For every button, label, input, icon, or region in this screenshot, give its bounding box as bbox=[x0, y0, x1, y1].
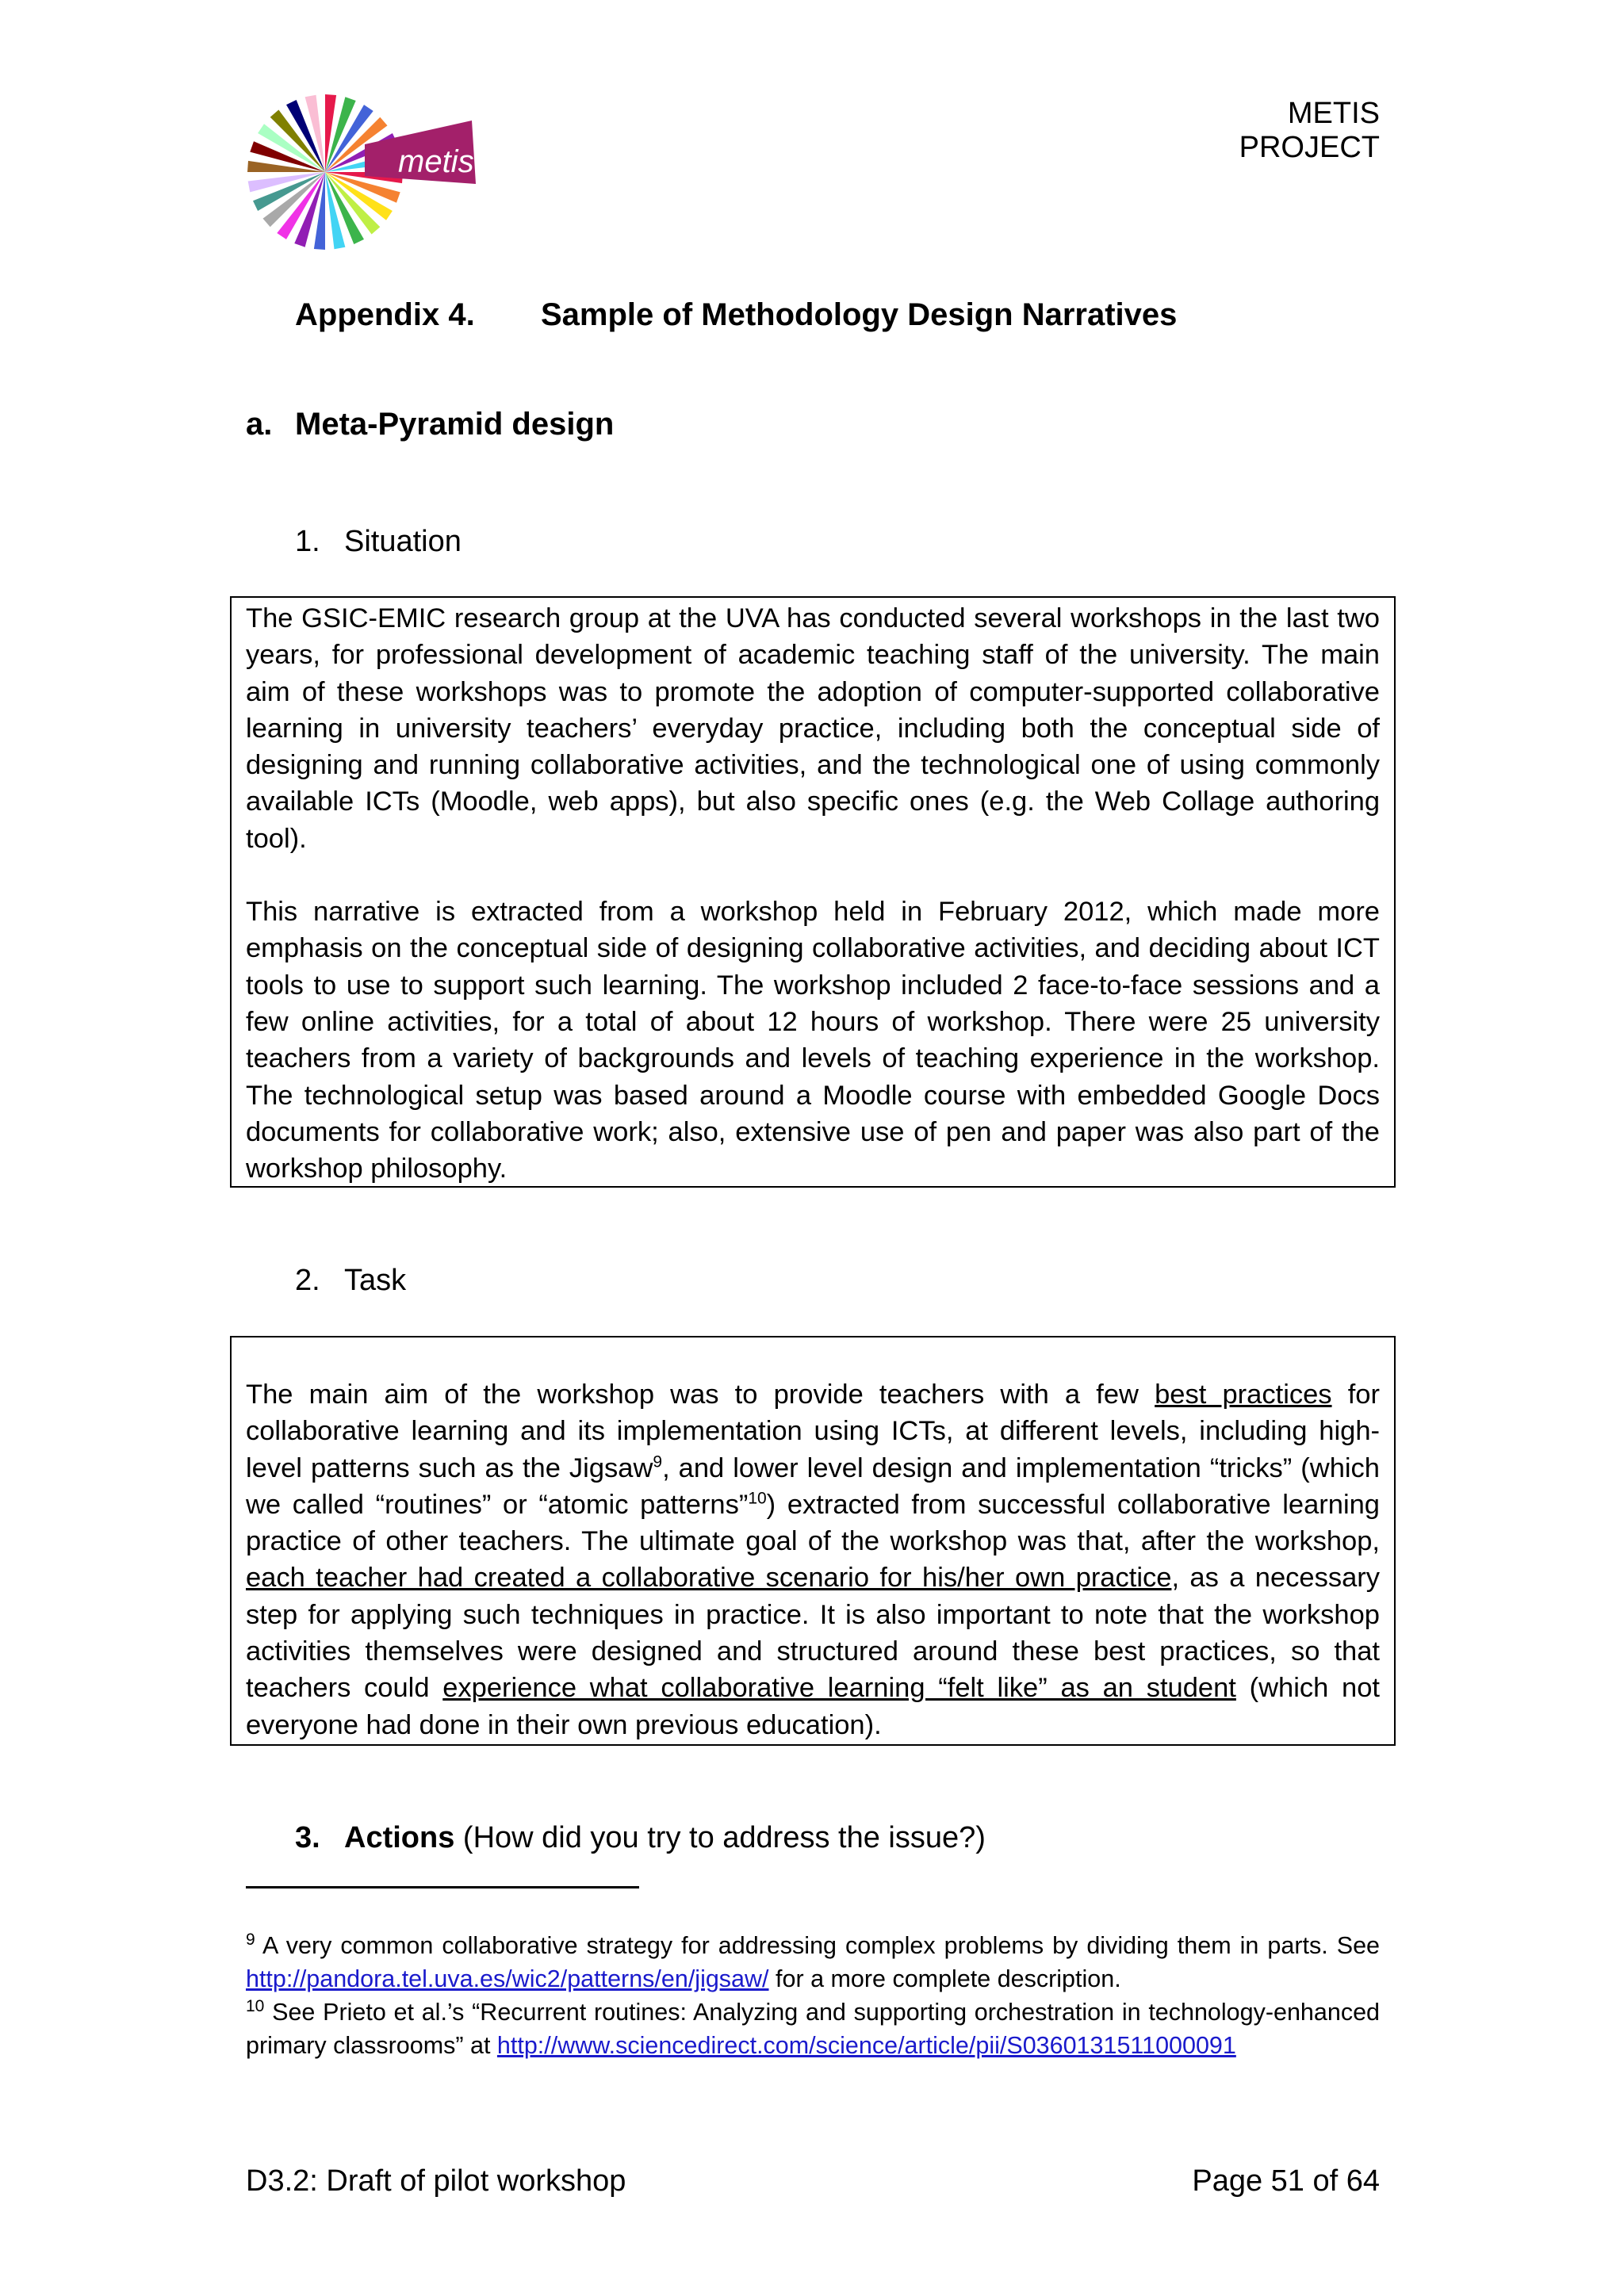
task-underlined-best-practices: best practices bbox=[1155, 1380, 1332, 1410]
subsection-title-bold: Actions bbox=[344, 1821, 455, 1854]
subsection-number: 2. bbox=[295, 1264, 320, 1297]
situation-paragraph-2: This narrative is extracted from a workshop held in February 2012, which made more emphasis on the conceptual side of designing collaborative activities, and deciding about ICT tools to use to support such learning. The workshop included 2 face-to-face sessions and a few online activities, for a total of about 12 hours of workshop. There were 25 university teachers from a variety of backgrounds and levels of teaching experience in the workshop. The technological setup was based around a Moodle course with embedded Google Docs documents for collaborative work; also, extensive use of pen and paper was also part of the workshop philosophy. bbox=[246, 897, 1380, 1184]
footnote-10 bbox=[246, 1996, 1380, 2062]
task-text: (which not everyone had done in their own previous education). bbox=[246, 1673, 1380, 1740]
color-wheel-segment bbox=[247, 161, 325, 172]
footnote-mark: 9 bbox=[246, 1930, 255, 1949]
subsection-number: 1. bbox=[295, 525, 320, 558]
task-box bbox=[230, 1336, 1396, 1746]
footnote-mark: 10 bbox=[246, 1996, 265, 2015]
task-text: , as a necessary step for applying such techniques in practice. It is also important to note that the workshop activities themselves were designed and structured around these best practices, so that teachers could bbox=[246, 1563, 1381, 1704]
section-letter: a. bbox=[246, 407, 273, 442]
task-underlined-experience: experience what collaborative learning “felt like” as an student bbox=[442, 1673, 1236, 1704]
task-text: ) extracted from successful collaborative learning practice of other teachers. The ultimate goal of the workshop was that, after the workshop, bbox=[246, 1489, 1380, 1557]
footnote-text: A very common collaborative strategy for addressing complex problems by dividing them in parts. See bbox=[255, 1932, 1380, 1959]
section-title: Meta-Pyramid design bbox=[295, 407, 615, 442]
sciencedirect-link[interactable]: http://www.sciencedirect.com/science/article/pii/S0360131511000091 bbox=[496, 2032, 1236, 2059]
footnote-ref-9[interactable]: 9 bbox=[653, 1452, 663, 1471]
subsection-title-rest: (How did you try to address the issue?) bbox=[454, 1821, 986, 1854]
task-text: , and lower level design and implementation “tricks” (which we called “routines” or “atomic patterns” bbox=[246, 1452, 1380, 1520]
project-header: METIS PROJECT bbox=[1239, 97, 1380, 164]
footnote-9 bbox=[246, 1929, 1380, 1996]
section-heading bbox=[246, 407, 614, 442]
subsection-number: 3. bbox=[295, 1821, 320, 1854]
footer-document-title: D3.2: Draft of pilot workshop bbox=[246, 2164, 626, 2198]
task-underlined-scenario: each teacher had created a collaborative scenario for his/her own practice bbox=[246, 1563, 1172, 1594]
subsection-title: Task bbox=[344, 1264, 407, 1297]
appendix-heading bbox=[295, 297, 1177, 333]
footnote-separator bbox=[246, 1886, 639, 1888]
situation-paragraph-1: The GSIC-EMIC research group at the UVA has conducted several workshops in the last two years, for professional development of academic teaching staff of the university. The main aim of these workshops was to promote the adoption of computer-supported collaborative learning in university teachers’ everyday practice, including both the conceptual side of designing and running collaborative activities, and the technological one of using commonly available ICTs (Moodle, web apps), but also specific ones (e.g. the Web Collage authoring tool). bbox=[246, 603, 1380, 854]
color-wheel-segment bbox=[325, 94, 336, 172]
situation-box bbox=[230, 596, 1396, 1188]
footer-page-number: Page 51 of 64 bbox=[1192, 2164, 1380, 2198]
task-text: The main aim of the workshop was to provide teachers with a few bbox=[246, 1380, 1155, 1410]
footnote-text: See Prieto et al.’s “Recurrent routines: Analyzing and supporting orchestration in technology-enhanced primary classrooms” at bbox=[246, 1999, 1380, 2059]
subsection-task-heading bbox=[295, 1264, 406, 1298]
subsection-actions-heading bbox=[295, 1821, 986, 1855]
appendix-number: Appendix 4. bbox=[295, 297, 475, 332]
logo-text: metis bbox=[398, 144, 474, 179]
color-wheel-segment bbox=[314, 172, 325, 250]
footnote-ref-10[interactable]: 10 bbox=[748, 1489, 767, 1508]
task-paragraph bbox=[246, 1376, 1380, 1743]
footnote-text: for a more complete description. bbox=[768, 1965, 1121, 1992]
subsection-title: Situation bbox=[344, 525, 462, 558]
footnotes bbox=[246, 1929, 1380, 2062]
metis-logo-graphic bbox=[246, 89, 476, 255]
subsection-situation-heading bbox=[295, 525, 462, 559]
task-text: for collaborative learning and its implementation using ICTs, at different levels, including high-level patterns such as the Jigsaw bbox=[246, 1380, 1380, 1483]
jigsaw-link[interactable]: http://pandora.tel.uva.es/wic2/patterns/en/jigsaw/ bbox=[246, 1965, 769, 1992]
appendix-title: Sample of Methodology Design Narratives bbox=[541, 297, 1178, 332]
metis-logo bbox=[246, 89, 476, 255]
